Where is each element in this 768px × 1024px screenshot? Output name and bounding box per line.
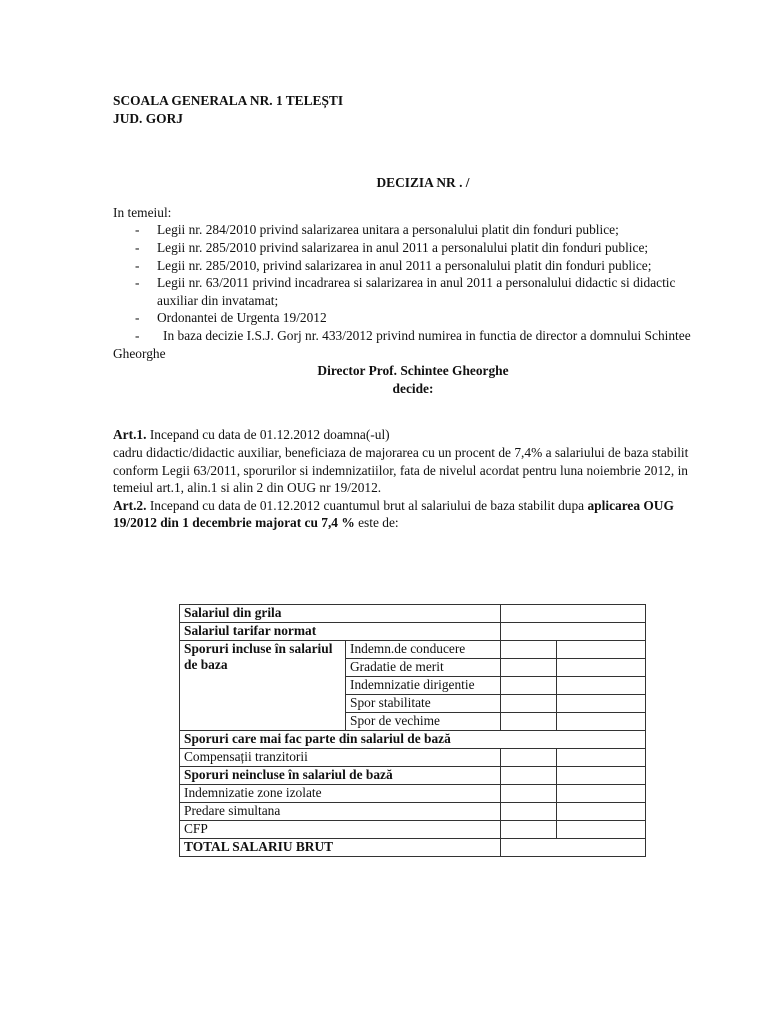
decide-line: decide:	[392, 380, 434, 396]
value-cell	[501, 803, 557, 821]
value-cell	[557, 821, 646, 839]
table-row	[180, 641, 646, 659]
table-row	[180, 803, 646, 821]
value-cell	[501, 713, 557, 731]
county-name: JUD. GORJ	[113, 110, 183, 126]
row-label: Sporuri incluse în salariul de baza	[180, 641, 346, 731]
table-row	[180, 749, 646, 767]
total-label: TOTAL SALARIU BRUT	[180, 839, 501, 857]
table-row	[180, 605, 646, 623]
school-name: SCOALA GENERALA NR. 1 TELEȘTI	[113, 93, 344, 108]
table-row	[180, 821, 646, 839]
table-row	[180, 785, 646, 803]
value-cell	[501, 677, 557, 695]
row-label: Predare simultana	[180, 803, 501, 821]
value-cell	[557, 803, 646, 821]
sub-label: Spor de vechime	[346, 713, 501, 731]
value-cell	[501, 659, 557, 677]
table-row	[180, 731, 646, 749]
table-row	[180, 839, 646, 857]
art1-label: Art.1.	[113, 427, 147, 443]
value-cell	[557, 677, 646, 695]
salary-table	[179, 604, 646, 857]
art1-text2: cadru didactic/didactic auxiliar, beneficiaza de majorarea cu un procent de 7,4% a salariului de baza stabilit conform Legii 63/2011, sporurilor si indemnizatiilor, fata de nivelul acordat pentru luna noiembrie 2012, in temeiul art.1, alin.1 si alin 2 din OUG nr 19/2012.	[113, 444, 689, 496]
document-page	[113, 92, 713, 532]
value-cell	[501, 623, 646, 641]
value-cell	[501, 767, 557, 785]
value-cell	[557, 749, 646, 767]
row-label: Indemnizatie zone izolate	[180, 785, 501, 803]
sub-label: Indemn.de conducere	[346, 641, 501, 659]
row-label: Compensații tranzitorii	[180, 749, 501, 767]
value-cell	[501, 605, 646, 623]
art2-tail: este de:	[354, 515, 399, 531]
last-law-text: In baza decizie I.S.J. Gorj nr. 433/2012 privind numirea in functia de director a domnului Schintee Gheorghe	[113, 327, 691, 361]
value-cell	[501, 821, 557, 839]
article-2	[113, 497, 713, 532]
table-row	[180, 623, 646, 641]
law-item: - Legii nr. 63/2011 privind incadrarea si salarizarea in anul 2011 a personalului didactic si didactic auxiliar din invatamat;	[113, 274, 713, 309]
intro-text: In temeiul:	[113, 204, 172, 220]
value-cell	[501, 749, 557, 767]
article-1	[113, 426, 713, 496]
law-item: - Legii nr. 284/2010 privind salarizarea unitara a personalului platit din fonduri publice;	[113, 221, 713, 239]
art1-text1: Incepand cu data de 01.12.2012 doamna(-ul)	[146, 427, 390, 443]
sub-label: Indemnizatie dirigentie	[346, 677, 501, 695]
law-item: - Legii nr. 285/2010 privind salarizarea in anul 2011 a personalului platit din fonduri publice;	[113, 239, 713, 257]
row-label: Sporuri neincluse în salariul de bază	[180, 767, 501, 785]
law-list	[113, 221, 713, 327]
value-cell	[557, 767, 646, 785]
value-cell	[557, 695, 646, 713]
value-cell	[501, 785, 557, 803]
law-item: - Ordonantei de Urgenta 19/2012	[113, 309, 713, 327]
value-cell	[557, 713, 646, 731]
last-law-item	[113, 327, 713, 362]
table-row	[180, 767, 646, 785]
value-cell	[501, 695, 557, 713]
art2-bold: aplicarea OUG 19/2012 din 1 decembrie majorat cu 7,4 %	[113, 497, 674, 531]
art2-text: Incepand cu data de 01.12.2012 cuantumul brut al salariului de baza stabilit dupa	[146, 497, 588, 513]
row-label: CFP	[180, 821, 501, 839]
row-label: Salariul din grila	[180, 605, 501, 623]
value-cell	[557, 641, 646, 659]
total-value-cell	[501, 839, 646, 857]
sub-label: Spor stabilitate	[346, 695, 501, 713]
value-cell	[501, 641, 557, 659]
value-cell	[557, 785, 646, 803]
decision-title: DECIZIA NR . /	[376, 175, 470, 191]
law-item: - Legii nr. 285/2010, privind salarizarea in anul 2011 a personalului platit din fonduri publice;	[113, 257, 713, 275]
row-label: Sporuri care mai fac parte din salariul de bază	[180, 731, 646, 749]
last-law-dash: -	[135, 327, 140, 343]
director-line: Director Prof. Schintee Gheorghe	[317, 363, 509, 379]
value-cell	[557, 659, 646, 677]
art2-label: Art.2.	[113, 497, 147, 513]
row-label: Salariul tarifar normat	[180, 623, 501, 641]
sub-label: Gradatie de merit	[346, 659, 501, 677]
